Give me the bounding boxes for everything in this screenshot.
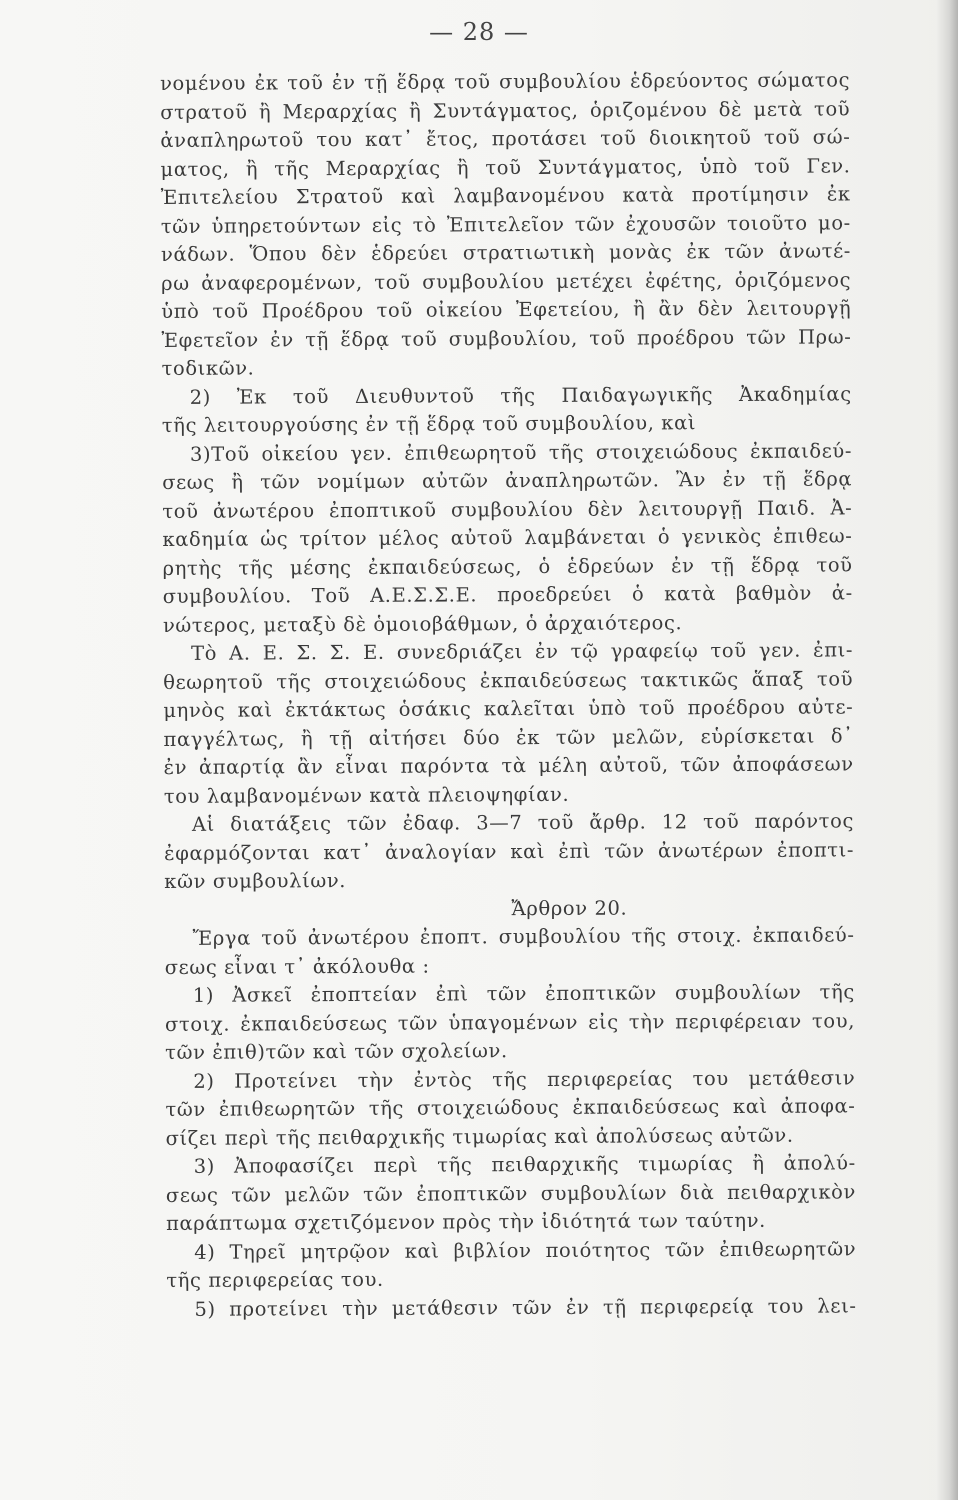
text-body: [160, 66, 857, 1324]
text-line: ἀναπληρωτοῦ του κατ᾽ ἔτος, προτάσει τοῦ διοικητοῦ τοῦ σώ-: [160, 125, 851, 152]
text-line: σεως ἢ τῶν νομίμων αὐτῶν ἀναπληρωτῶν. Ἂν ἐν τῇ ἕδρᾳ: [162, 467, 853, 494]
text-line: νώτερος, μεταξὺ δὲ ὁμοιοβάθμων, ὁ ἀρχαιότερος.: [162, 610, 683, 637]
page-edge-shadow: [936, 0, 958, 1500]
text-line: τοῦ ἀνωτέρου ἐποπτικοῦ συμβουλίου δὲν λειτουργῇ Παιδ. Ἀ-: [162, 495, 853, 523]
text-line: παράπτωμα σχετιζόμενον πρὸς τὴν ἰδιότητά των ταύτην.: [165, 1208, 766, 1235]
text-line: 1) Ἀσκεῖ ἐποπτείαν ἐπὶ τῶν ἐποπτικῶν συμβουλίων τῆς: [192, 980, 855, 1007]
paragraph: [164, 921, 854, 982]
text-line: 3)Τοῦ οἰκείου γεν. ἐπιθεωρητοῦ τῆς στοιχειώδους ἐκπαιδεύ-: [189, 438, 853, 466]
paragraph: [162, 380, 852, 441]
paragraph: [160, 66, 852, 383]
paragraph: [166, 1292, 856, 1324]
paragraph: [166, 1235, 856, 1296]
text-line: Τὸ Α. Ε. Σ. Σ. Ε. συνεδριάζει ἐν τῷ γραφείῳ τοῦ γεν. ἐπι-: [190, 638, 854, 665]
paragraph: [162, 437, 853, 640]
text-line: καδημία ὡς τρίτον μέλος αὐτοῦ λαμβάνεται ὁ γενικὸς ἐπιθεω-: [162, 524, 853, 551]
text-line: του λαμβανομένων κατὰ πλειοψηφίαν.: [163, 782, 570, 808]
article-heading: [164, 893, 854, 925]
text-line: σεως εἶναι τ᾽ ἀκόλουθα :: [164, 954, 430, 979]
text-line: νάδων. Ὅπου δὲν ἑδρεύει στρατιωτικὴ μονὰς ἐκ τῶν ἀνωτέ-: [160, 239, 852, 266]
paragraph: [165, 978, 855, 1067]
text-line: Ἔργα τοῦ ἀνωτέρου ἐποπτ. συμβουλίου τῆς στοιχ. ἐκπαιδεύ-: [192, 923, 855, 950]
text-line: Ἐπιτελείου Στρατοῦ καὶ λαμβανομένου κατὰ προτίμησιν ἐκ: [160, 182, 851, 209]
text-line: κῶν συμβουλίων.: [164, 869, 347, 893]
text-line: στοιχ. ἐκπαιδεύσεως τῶν ὑπαγομένων εἰς τὴν περιφέρειαν του,: [164, 1008, 856, 1036]
text-line: ἐφαρμόζονται κατ᾽ ἀναλογίαν καὶ ἐπὶ τῶν ἀνωτέρων ἐποπτι-: [164, 837, 855, 865]
text-line: 3) Ἀποφασίζει περὶ τῆς πειθαρχικῆς τιμωρίας ἢ ἀπολύ-: [193, 1151, 856, 1178]
text-line: σεως τῶν μελῶν τῶν ἐποπτικῶν συμβουλίων διὰ πειθαρχικὸν: [165, 1179, 856, 1207]
paragraph: [164, 807, 854, 896]
text-line: μηνὸς καὶ ἐκτάκτως ὁσάκις καλεῖται ὑπὸ τοῦ προέδρου αὐτε-: [163, 695, 854, 722]
text-line: παγγέλτως, ἢ τῇ αἰτήσει δύο ἐκ τῶν μελῶν, εὑρίσκεται δ᾽: [163, 723, 854, 751]
text-line: Αἱ διατάξεις τῶν ἐδαφ. 3—7 τοῦ ἄρθρ. 12 τοῦ παρόντος: [191, 809, 855, 836]
text-line: 2) Ἐκ τοῦ Διευθυντοῦ τῆς Παιδαγωγικῆς Ἀκαδημίας: [189, 381, 852, 409]
text-line: τῶν ἐπιθεωρητῶν τῆς στοιχειώδους ἐκπαιδεύσεως καὶ ἀποφα-: [165, 1094, 856, 1121]
text-line: θεωρητοῦ τῆς στοιχειώδους ἐκπαιδεύσεως τακτικῶς ἅπαξ τοῦ: [163, 666, 854, 694]
paragraph: [165, 1064, 855, 1153]
text-line: 4) Τηρεῖ μητρῷον καὶ βιβλίον ποιότητος τῶν ἐπιθεωρητῶν: [194, 1236, 857, 1264]
text-line: συμβουλίου. Τοῦ Α.Ε.Σ.Σ.Ε. προεδρεύει ὁ κατὰ βαθμὸν ἀ-: [162, 581, 853, 608]
page-number: — 28 —: [429, 18, 529, 46]
text-line: τῶν ὑπηρετούντων εἰς τὸ Ἐπιτελεῖον τῶν ἐχουσῶν τοιοῦτο μο-: [160, 210, 851, 238]
text-line: σίζει περὶ τῆς πειθαρχικῆς τιμωρίας καὶ ἀπολύσεως αὐτῶν.: [165, 1123, 794, 1150]
text-line: 5) προτείνει τὴν μετάθεσιν τῶν ἐν τῇ περιφερείᾳ του λει-: [194, 1293, 857, 1321]
paragraph: [166, 1149, 856, 1238]
text-line: τῆς λειτουργούσης ἐν τῇ ἕδρᾳ τοῦ συμβουλίου, καὶ: [161, 411, 697, 437]
text-line: ὑπὸ τοῦ Προέδρου τοῦ οἰκείου Ἐφετείου, ἢ ἂν δὲν λειτουργῇ: [161, 296, 852, 323]
text-line: 2) Προτείνει τὴν ἐντὸς τῆς περιφερείας του μετάθεσιν: [193, 1065, 856, 1093]
text-line: τοδικῶν.: [161, 356, 255, 380]
text-line: τῆς περιφερείας του.: [166, 1267, 384, 1292]
text-line: νομένου ἐκ τοῦ ἐν τῇ ἕδρᾳ τοῦ συμβουλίου ἑδρεύοντος σώματος: [160, 68, 851, 95]
text-line: τῶν ἐπιθ)τῶν καὶ τῶν σχολείων.: [165, 1039, 508, 1064]
text-line: Ἐφετεῖον ἐν τῇ ἕδρᾳ τοῦ συμβουλίου, τοῦ προέδρου τῶν Πρω-: [161, 324, 852, 352]
text-line: ματος, ἢ τῆς Μεραρχίας ἢ τοῦ Συντάγματος, ὑπὸ τοῦ Γεν.: [160, 153, 851, 181]
paragraph: [163, 636, 854, 811]
text-line: στρατοῦ ἢ Μεραρχίας ἢ Συντάγματος, ὁριζομένου δὲ μετὰ τοῦ: [160, 96, 851, 124]
heading-line: Ἄρθρον 20.: [511, 896, 628, 920]
text-line: ρω ἀναφερομένων, τοῦ συμβουλίου μετέχει ἐφέτης, ὁριζόμενος: [161, 267, 852, 295]
text-line: ἐν ἀπαρτίᾳ ἂν εἶναι παρόντα τὰ μέλη αὐτοῦ, τῶν ἀποφάσεων: [163, 752, 854, 779]
text-line: ρητὴς τῆς μέσης ἐκπαιδεύσεως, ὁ ἑδρεύων ἐν τῇ ἕδρᾳ τοῦ: [162, 552, 853, 580]
